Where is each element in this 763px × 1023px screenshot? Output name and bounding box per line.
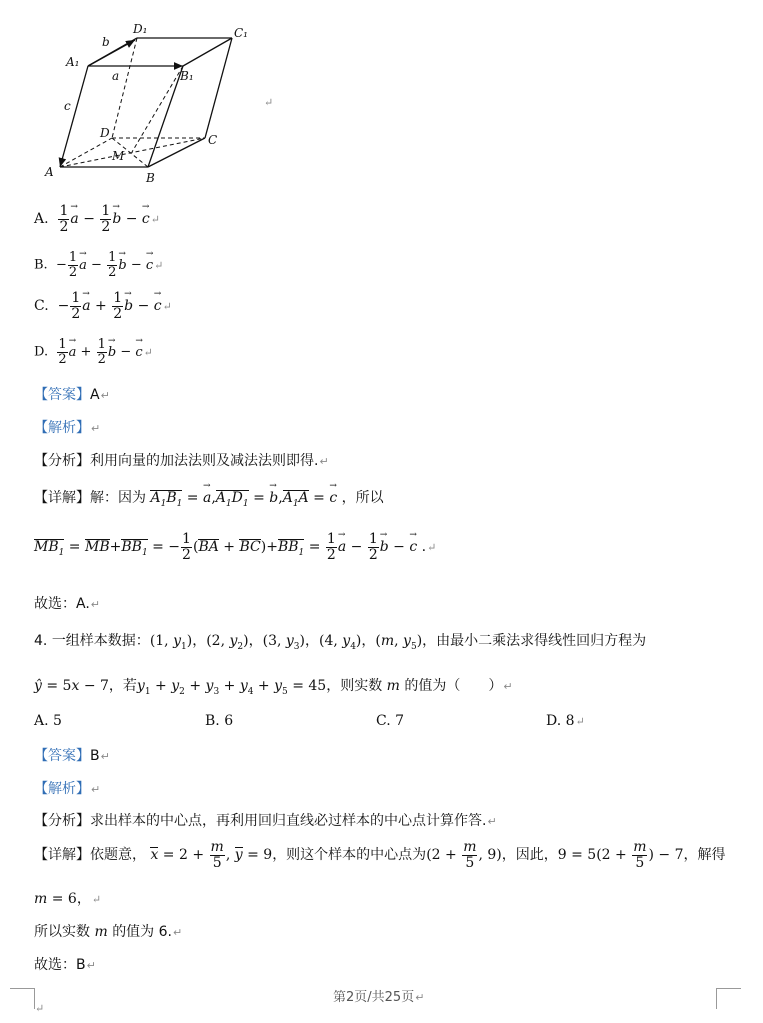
q3-option-b: B. − $\frac{1}{2}$ → a − $\frac{1}{2}$ → b − → c↵	[34, 251, 163, 279]
label-a: A	[45, 165, 54, 179]
label-d: D	[100, 126, 110, 140]
q4-result: 所以实数 m 的值为 6.↵	[34, 924, 183, 940]
q3-option-a: A. $\frac{1}{2}$ → a − $\frac{1}{2}$ → b − → c↵	[34, 204, 160, 234]
q4-stem-line1: 4. 一组样本数据：(1, $y_1$)，(2, $y_2$)，(3, $y_3$)，(4, $y_4$)，(m, $y_5$)，由最小二乘法求得线性回归方程为	[34, 633, 647, 652]
q4-stem-line2: ŷ = 5x − 7，若$y_1 + y_2 + y_3 + y_4 + y_5 = 45$，则实数 m 的值为（ ）↵	[34, 678, 513, 697]
q3-fenxi: 【分析】利用向量的加法法则及减法法则即得.↵	[34, 453, 329, 469]
q3-option-c: C. − $\frac{1}{2}$ → a + $\frac{1}{2}$ → b − → c↵	[34, 291, 172, 321]
q4-option-d: D. 8↵	[546, 713, 585, 729]
q4-analysis-tag: 【解析】↵	[34, 781, 101, 797]
label-vec-b: b	[102, 35, 110, 49]
label-m: M	[112, 149, 125, 163]
label-c1: C₁	[234, 26, 248, 40]
q3-answer: 【答案】A↵	[34, 387, 110, 403]
q4-detail: 【详解】依题意， x = 2 + $\frac{m}{5}$ , y = 9，则这个样本的中心点为(2 + $\frac{m}{5}$ , 9)，因此，9 = 5(2 + $\frac{m}{5}$ ) − 7，解得	[34, 839, 726, 871]
corner-mark-left	[10, 988, 35, 1009]
page-footer: 第2页/共25页↵	[333, 990, 425, 1005]
label-vec-a: a	[112, 69, 120, 83]
q4-option-a: A. 5	[34, 713, 62, 729]
q3-choose: 故选：A.↵	[34, 596, 100, 612]
corner-mark-right	[716, 988, 741, 1009]
label-a1: A₁	[66, 55, 80, 69]
q3-analysis-tag: 【解析】↵	[34, 420, 101, 436]
label-b1: B₁	[180, 69, 194, 83]
q4-option-c: C. 7	[376, 713, 405, 729]
parallelepiped-figure	[40, 20, 280, 190]
q4-fenxi: 【分析】求出样本的中心点，再利用回归直线必过样本的中心点计算作答.↵	[34, 813, 497, 829]
q3-derivation: $MB_1 = MB+BB_1$ = − $\frac{1}{2}$ $(BA + BC)+BB_1$ = $\frac{1}{2}$ → a − $\frac{1}{2}$ → b − → c .↵	[34, 532, 436, 562]
q4-answer: 【答案】B↵	[34, 748, 110, 764]
label-c: C	[208, 133, 218, 147]
q3-detail: 【详解】解：因为 $A_1B_1$ = → $a,A_1D_1$ = → $b,A_1A$ = → c ，所以	[34, 487, 384, 510]
label-vec-c: c	[64, 99, 71, 113]
q4-m-value: m = 6，↵	[34, 891, 102, 907]
q4-choose: 故选：B↵	[34, 957, 96, 973]
label-b: B	[146, 171, 155, 185]
label-d1: D₁	[133, 22, 148, 36]
q3-option-d: D. $\frac{1}{2}$ → a + $\frac{1}{2}$ → b − → c↵	[34, 338, 153, 366]
q4-option-b: B. 6	[205, 713, 234, 729]
